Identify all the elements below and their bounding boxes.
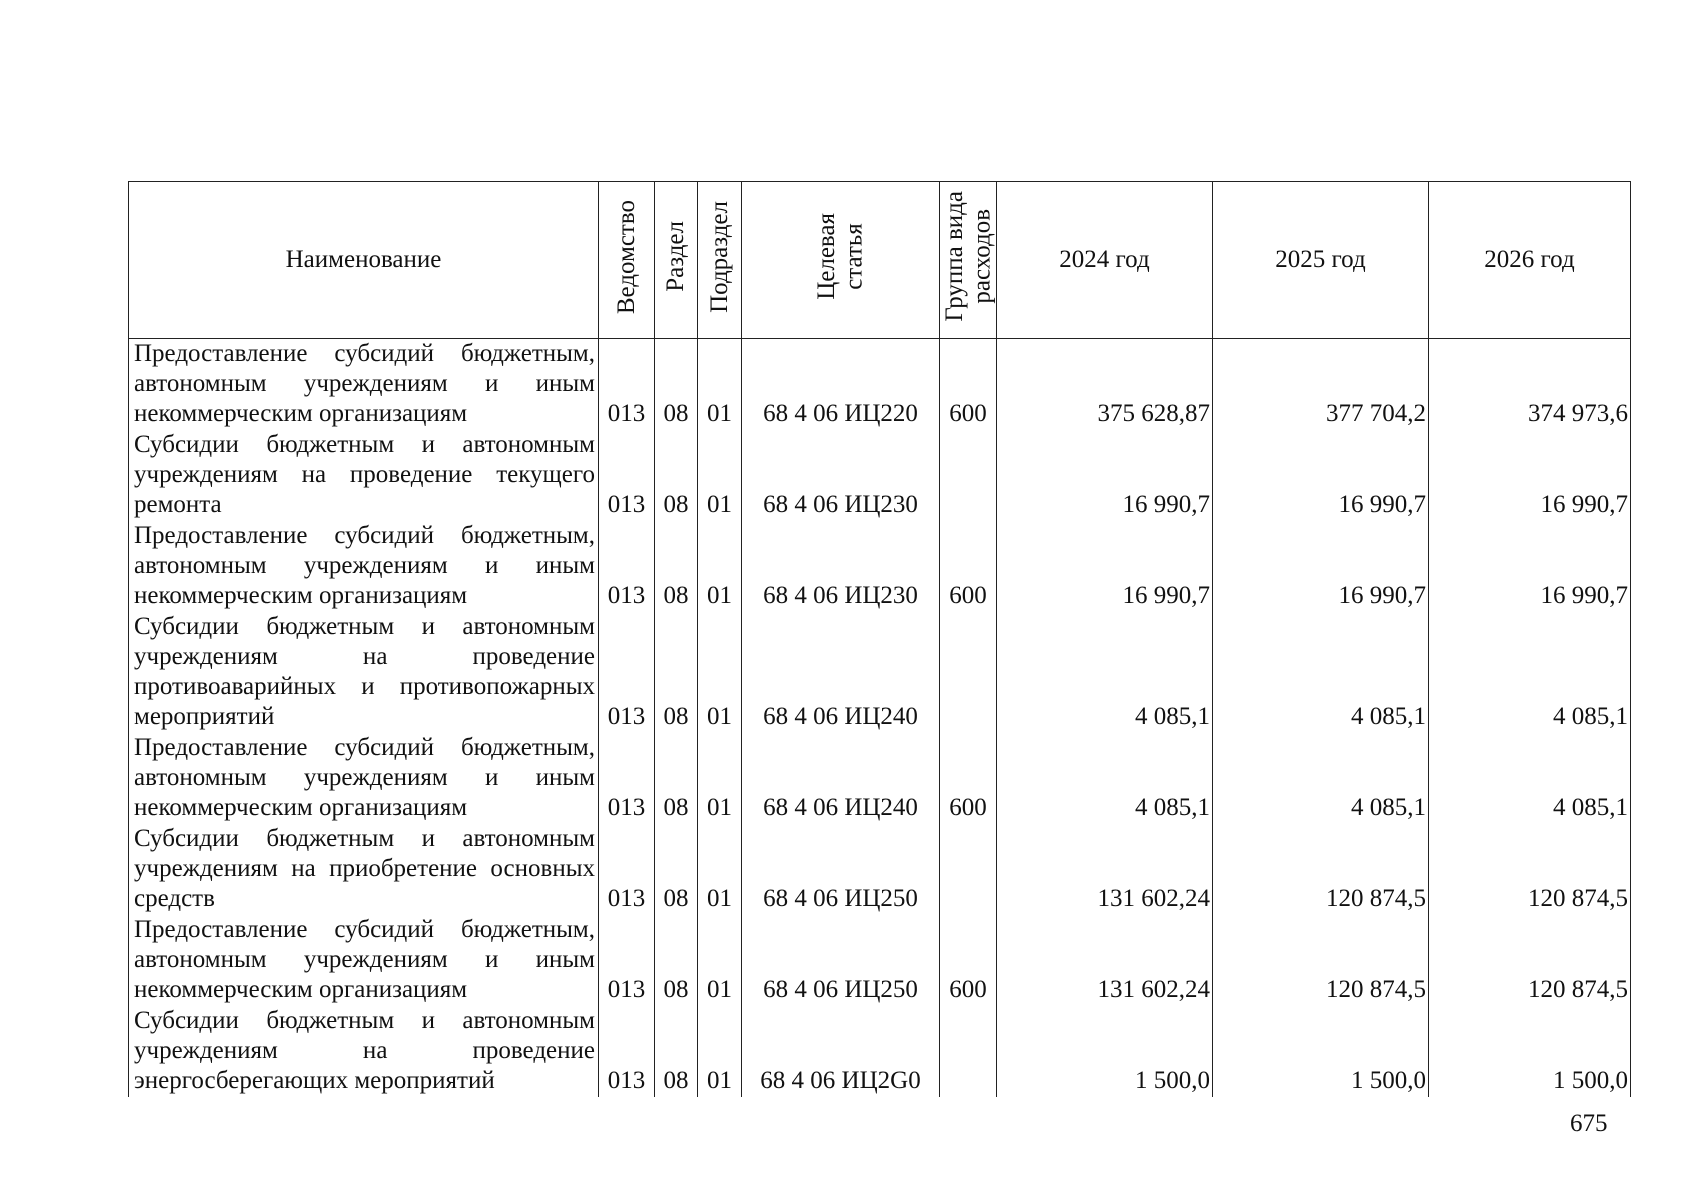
- cell-2026: 4 085,1: [1429, 612, 1631, 733]
- cell-dept: 013: [599, 612, 655, 733]
- header-target: Целевая статья: [742, 182, 940, 339]
- cell-target: 68 4 06 ИЦ220: [742, 339, 940, 431]
- cell-2025: 16 990,7: [1213, 521, 1429, 612]
- cell-subsection: 01: [698, 430, 742, 521]
- cell-2024: 4 085,1: [997, 733, 1213, 824]
- cell-section: 08: [655, 824, 698, 915]
- cell-name: Предоставление субсидий бюджетным, автономным учреждениям и иным некоммерческим организациям: [129, 733, 599, 824]
- cell-group: 600: [940, 915, 997, 1006]
- table-row: [129, 612, 1631, 733]
- cell-name: Субсидии бюджетным и автономным учреждениям на приобретение основных средств: [129, 824, 599, 915]
- cell-section: 08: [655, 339, 698, 431]
- cell-section: 08: [655, 430, 698, 521]
- table-row: [129, 824, 1631, 915]
- table-row: [129, 1006, 1631, 1097]
- cell-name: Предоставление субсидий бюджетным, автономным учреждениям и иным некоммерческим организациям: [129, 521, 599, 612]
- cell-target: 68 4 06 ИЦ250: [742, 915, 940, 1006]
- header-group: Группа вида расходов: [940, 182, 997, 339]
- cell-2025: 4 085,1: [1213, 612, 1429, 733]
- table-row: [129, 915, 1631, 1006]
- cell-subsection: 01: [698, 339, 742, 431]
- header-section: Раздел: [655, 182, 698, 339]
- cell-2024: 16 990,7: [997, 430, 1213, 521]
- cell-2026: 16 990,7: [1429, 521, 1631, 612]
- cell-2026: 16 990,7: [1429, 430, 1631, 521]
- cell-2026: 1 500,0: [1429, 1006, 1631, 1097]
- cell-2024: 1 500,0: [997, 1006, 1213, 1097]
- cell-dept: 013: [599, 521, 655, 612]
- header-name: Наименование: [129, 182, 599, 339]
- cell-target: 68 4 06 ИЦ240: [742, 612, 940, 733]
- cell-dept: 013: [599, 339, 655, 431]
- cell-2024: 4 085,1: [997, 612, 1213, 733]
- cell-dept: 013: [599, 915, 655, 1006]
- cell-target: 68 4 06 ИЦ230: [742, 521, 940, 612]
- table-header: [129, 182, 1631, 339]
- cell-section: 08: [655, 733, 698, 824]
- cell-2025: 120 874,5: [1213, 824, 1429, 915]
- cell-section: 08: [655, 612, 698, 733]
- cell-target: 68 4 06 ИЦ230: [742, 430, 940, 521]
- cell-target: 68 4 06 ИЦ2G0: [742, 1006, 940, 1097]
- cell-dept: 013: [599, 824, 655, 915]
- table-row: [129, 339, 1631, 431]
- header-subsection: Подраздел: [698, 182, 742, 339]
- cell-2025: 16 990,7: [1213, 430, 1429, 521]
- cell-group: [940, 612, 997, 733]
- cell-subsection: 01: [698, 915, 742, 1006]
- cell-target: 68 4 06 ИЦ240: [742, 733, 940, 824]
- cell-name: Субсидии бюджетным и автономным учреждениям на проведение противоаварийных и противопожарных мероприятий: [129, 612, 599, 733]
- table-row: [129, 430, 1631, 521]
- cell-2024: 131 602,24: [997, 824, 1213, 915]
- cell-2026: 120 874,5: [1429, 824, 1631, 915]
- cell-2025: 4 085,1: [1213, 733, 1429, 824]
- cell-dept: 013: [599, 430, 655, 521]
- table-row: [129, 733, 1631, 824]
- cell-group: 600: [940, 339, 997, 431]
- cell-2026: 120 874,5: [1429, 915, 1631, 1006]
- cell-dept: 013: [599, 733, 655, 824]
- cell-subsection: 01: [698, 824, 742, 915]
- cell-subsection: 01: [698, 733, 742, 824]
- cell-group: 600: [940, 521, 997, 612]
- cell-name: Предоставление субсидий бюджетным, автономным учреждениям и иным некоммерческим организациям: [129, 339, 599, 431]
- cell-group: [940, 430, 997, 521]
- header-2024: 2024 год: [997, 182, 1213, 339]
- cell-2024: 375 628,87: [997, 339, 1213, 431]
- cell-2026: 4 085,1: [1429, 733, 1631, 824]
- cell-section: 08: [655, 521, 698, 612]
- cell-group: 600: [940, 733, 997, 824]
- header-2025: 2025 год: [1213, 182, 1429, 339]
- cell-2025: 120 874,5: [1213, 915, 1429, 1006]
- cell-2025: 1 500,0: [1213, 1006, 1429, 1097]
- cell-name: Субсидии бюджетным и автономным учреждениям на проведение текущего ремонта: [129, 430, 599, 521]
- table-row: [129, 521, 1631, 612]
- cell-2026: 374 973,6: [1429, 339, 1631, 431]
- header-2026: 2026 год: [1429, 182, 1631, 339]
- cell-group: [940, 824, 997, 915]
- cell-section: 08: [655, 1006, 698, 1097]
- header-dept: Ведомство: [599, 182, 655, 339]
- table-body: [129, 339, 1631, 1098]
- cell-group: [940, 1006, 997, 1097]
- cell-subsection: 01: [698, 521, 742, 612]
- cell-name: Субсидии бюджетным и автономным учреждениям на проведение энергосберегающих мероприятий: [129, 1006, 599, 1097]
- cell-name: Предоставление субсидий бюджетным, автономным учреждениям и иным некоммерческим организациям: [129, 915, 599, 1006]
- page-number: 675: [1570, 1110, 1608, 1137]
- cell-subsection: 01: [698, 1006, 742, 1097]
- cell-2024: 131 602,24: [997, 915, 1213, 1006]
- cell-section: 08: [655, 915, 698, 1006]
- cell-2024: 16 990,7: [997, 521, 1213, 612]
- budget-table: [128, 181, 1631, 1097]
- cell-target: 68 4 06 ИЦ250: [742, 824, 940, 915]
- cell-subsection: 01: [698, 612, 742, 733]
- cell-2025: 377 704,2: [1213, 339, 1429, 431]
- cell-dept: 013: [599, 1006, 655, 1097]
